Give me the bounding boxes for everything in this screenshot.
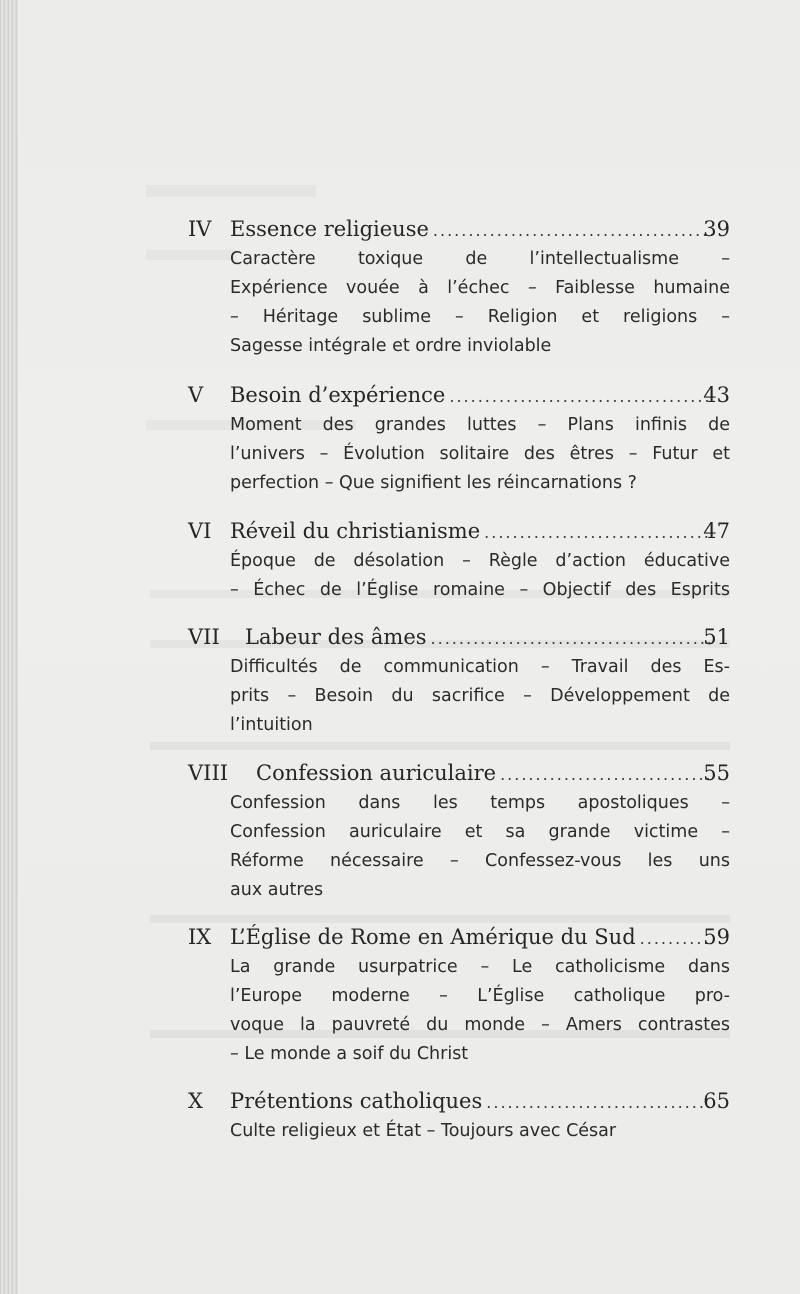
show-through-block-1 (146, 185, 316, 197)
summary-line: Époque de désolation – Règle d’action éducative (230, 551, 730, 571)
summary-line: voque la pauvreté du monde – Amers contrastes (230, 1015, 730, 1035)
summary-line: Confession dans les temps apostoliques – (230, 793, 730, 813)
dot-leader (445, 382, 712, 412)
toc-entry-heading (18, 622, 800, 652)
chapter-number: X (188, 1089, 203, 1113)
chapter-title: Confession auriculaire (256, 761, 497, 785)
chapter-summary (230, 789, 730, 905)
summary-line: l’intuition (230, 715, 313, 735)
chapter-summary (230, 547, 730, 605)
chapter-title: L’Église de Rome en Amérique du Sud (230, 925, 636, 949)
summary-line: – Héritage sublime – Religion et religions – (230, 307, 730, 327)
chapter-title-row (230, 516, 712, 548)
chapter-title: Besoin d’expérience (230, 383, 446, 407)
summary-line: – Échec de l’Église romaine – Objectif des Esprits (230, 580, 730, 600)
page-number: 55 (703, 761, 730, 785)
chapter-title: Essence religieuse (230, 217, 429, 241)
page-number: 43 (703, 383, 730, 407)
dot-leader (482, 1088, 712, 1118)
summary-line: Moment des grandes luttes – Plans infinis de (230, 415, 730, 435)
summary-line: Expérience vouée à l’échec – Faiblesse humaine (230, 278, 730, 298)
chapter-title-row (230, 1086, 712, 1118)
summary-line: Difficultés de communication – Travail des Es- (230, 657, 730, 677)
chapter-title-row (245, 622, 712, 654)
dot-leader (429, 216, 712, 246)
summary-line: l’univers – Évolution solitaire des êtres – Futur et (230, 444, 730, 464)
toc-entry-heading (18, 214, 800, 244)
dot-leader (427, 624, 712, 654)
summary-line: aux autres (230, 880, 324, 900)
summary-line: Culte religieux et État – Toujours avec César (230, 1121, 617, 1141)
summary-line: Confession auriculaire et sa grande victime – (230, 822, 730, 842)
toc-entry-heading (18, 380, 800, 410)
page-number: 65 (703, 1089, 730, 1113)
chapter-number: IX (188, 925, 212, 949)
page-stack-edge (0, 0, 20, 1294)
summary-line: La grande usurpatrice – Le catholicisme dans (230, 957, 730, 977)
chapter-title-row (230, 922, 712, 954)
chapter-title: Prétentions catholiques (230, 1089, 483, 1113)
page-number: 39 (703, 217, 730, 241)
chapter-summary (230, 1117, 730, 1146)
toc-entry-heading (18, 758, 800, 788)
chapter-summary (230, 245, 730, 361)
toc-entry-heading (18, 1086, 800, 1116)
chapter-number: V (188, 383, 204, 407)
chapter-number: VIII (188, 761, 229, 785)
chapter-summary (230, 953, 730, 1069)
show-through-block-6 (150, 742, 730, 750)
chapter-title: Labeur des âmes (245, 625, 427, 649)
summary-line: – Le monde a soif du Christ (230, 1044, 469, 1064)
summary-line: Caractère toxique de l’intellectualisme – (230, 249, 730, 269)
chapter-title: Réveil du christianisme (230, 519, 481, 543)
page-number: 51 (703, 625, 730, 649)
chapter-number: VI (188, 519, 212, 543)
chapter-title-row (230, 214, 712, 246)
chapter-number: IV (188, 217, 212, 241)
page-number: 47 (703, 519, 730, 543)
toc-entry-heading (18, 516, 800, 546)
summary-line: Sagesse intégrale et ordre inviolable (230, 336, 552, 356)
chapter-summary (230, 653, 730, 740)
show-through-block-2 (146, 250, 236, 260)
dot-leader (480, 518, 712, 548)
toc-entry-heading (18, 922, 800, 952)
chapter-title-row (256, 758, 712, 790)
book-page (18, 0, 800, 1294)
summary-line: prits – Besoin du sacrifice – Développement de (230, 686, 730, 706)
chapter-number: VII (188, 625, 220, 649)
page-number: 59 (703, 925, 730, 949)
summary-line: Réforme nécessaire – Confessez-vous les uns (230, 851, 730, 871)
chapter-title-row (230, 380, 712, 412)
summary-line: perfection – Que signifient les réincarnations ? (230, 473, 637, 493)
chapter-summary (230, 411, 730, 498)
summary-line: l’Europe moderne – L’Église catholique pro- (230, 986, 730, 1006)
